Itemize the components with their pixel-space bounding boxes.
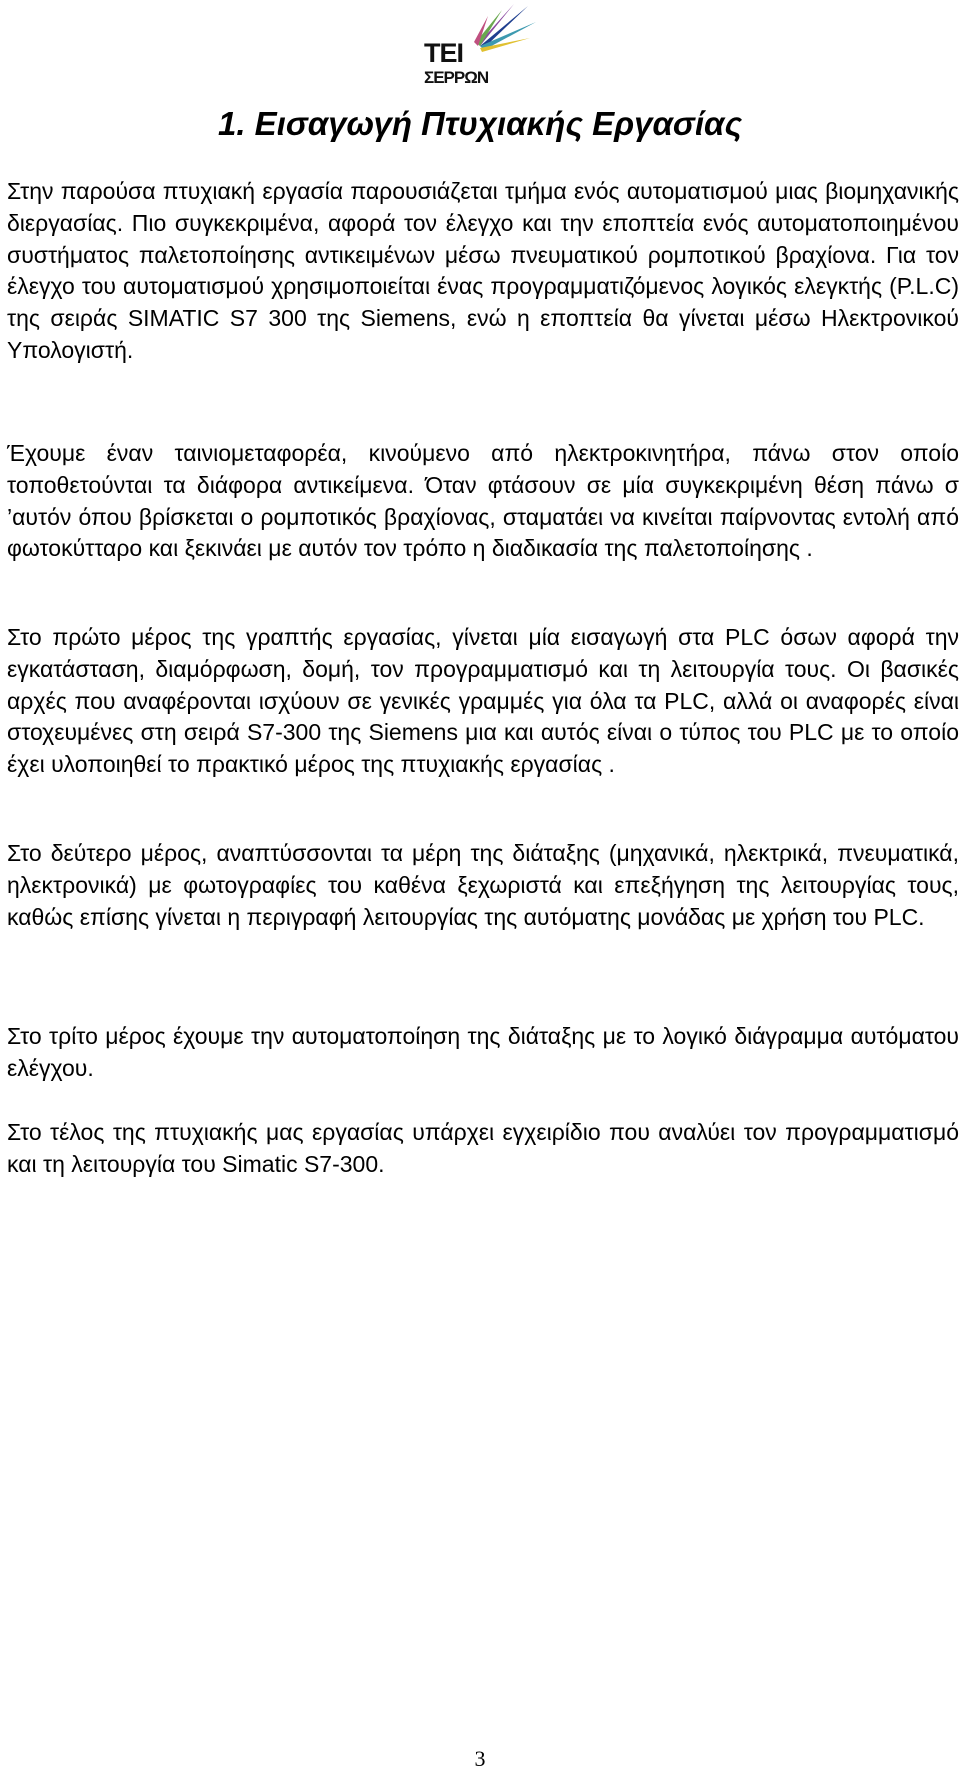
paragraph-conveyor: Έχουμε έναν ταινιομεταφορέα, κινούμενο από ηλεκτροκινητήρα, πάνω στον οποίο τοποθετούνται τα διάφορα αντικείμενα. Όταν φτάσουν σε μία συγκεκριμένη θέση πάνω σ ’αυτόν όπου βρίσκεται ο ρομποτικός βραχίονας, σταματάει να κινείται παίρνοντας εντολή από φωτοκύτταρο και ξεκινάει με αυτόν τον τρόπο η διαδικασία της παλετοποίησης . xyxy=(7,440,959,562)
tei-serron-logo xyxy=(418,2,542,98)
paragraph-conclusion: Στο τέλος της πτυχιακής μας εργασίας υπάρχει εγχειρίδιο που αναλύει τον προγραμματισμό και τη λειτουργία του Simatic S7-300. xyxy=(7,1119,959,1177)
logo-lettering xyxy=(424,40,488,86)
logo-tei-text: ΤΕΙ xyxy=(424,38,464,68)
paragraph-intro: Στην παρούσα πτυχιακή εργασία παρουσιάζεται τμήμα ενός αυτοματισμού μιας βιομηχανικής διεργασίας. Πιο συγκεκριμένα, αφορά τον έλεγχο και την εποπτεία ενός αυτοματοποιημένου συστήματος παλετοποίησης αντικειμένων μέσω πνευματικού ρομποτικού βραχίονα. Για τον έλεγχο του αυτοματισμού χρησιμοποιείται ένας προγραμματιζόμενος λογικός ελεγκτής (P.L.C) της σειράς SIMATIC S7 300 της Siemens, ενώ η εποπτεία θα γίνεται μέσω Ηλεκτρονικού Υπολογιστή. xyxy=(7,178,959,363)
page-title: 1. Εισαγωγή Πτυχιακής Εργασίας xyxy=(217,105,743,142)
paragraph-part-one: Στο πρώτο μέρος της γραπτής εργασίας, γίνεται μία εισαγωγή στα PLC όσων αφορά την εγκατάσταση, διαμόρφωση, δομή, τον προγραμματισμό και τη λειτουργία τους. Οι βασικές αρχές που αναφέρονται ισχύουν σε γενικές γραμμές για όλα τα PLC, αλλά οι αναφορές είναι στοχευμένες στη σειρά S7-300 της Siemens μια και αυτός είναι ο τύπος του PLC με το οποίο έχει υλοποιηθεί το πρακτικό μέρος της πτυχιακής εργασίας . xyxy=(7,624,959,778)
logo-serron-text: ΣΕΡΡΩΝ xyxy=(424,68,489,87)
paragraph-part-two: Στο δεύτερο μέρος, αναπτύσσονται τα μέρη της διάταξης (μηχανικά, ηλεκτρικά, πνευματικά, ηλεκτρονικά) με φωτογραφίες του καθένα ξεχωριστά και επεξήγηση της λειτουργίας τους, καθώς επίσης γίνεται η περιγραφή λειτουργίας της αυτόματης μονάδας με χρήση του PLC. xyxy=(7,840,959,930)
page-number: 3 xyxy=(474,1746,486,1771)
paragraph-part-three: Στο τρίτο μέρος έχουμε την αυτοματοποίηση της διάταξης με το λογικό διάγραμμα αυτόματου ελέγχου. xyxy=(7,1023,959,1081)
